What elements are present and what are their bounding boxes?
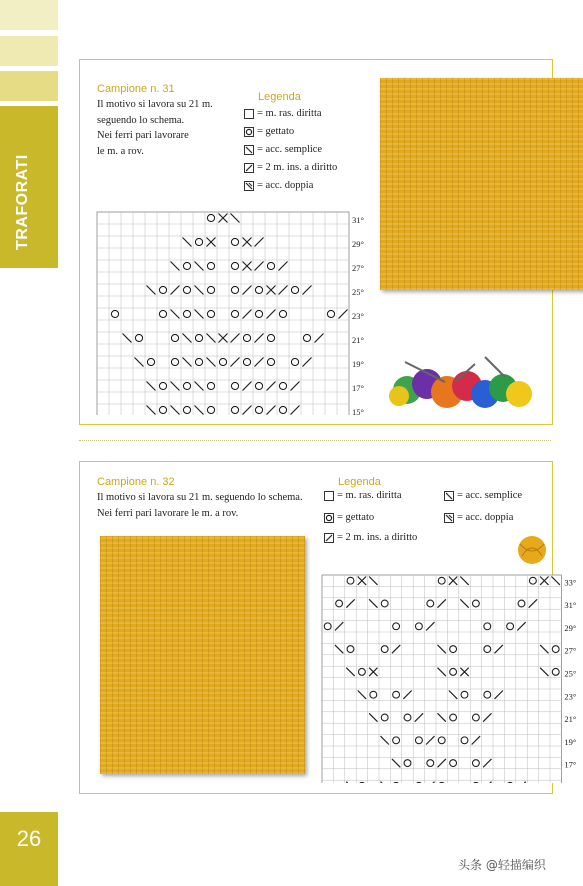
description-line: Il motivo si lavora su 21 m. seguendo lo schema. (97, 492, 303, 503)
row-label: 33° (564, 577, 577, 588)
row-label: 27° (564, 645, 577, 656)
chart-grid (97, 212, 349, 415)
legend-label: = 2 m. ins. a diritto (257, 162, 338, 173)
row-label: 23° (352, 310, 364, 321)
dbl-symbol-icon (244, 181, 254, 191)
sidebar-stripe (0, 0, 58, 30)
section-divider (79, 440, 551, 441)
legend-label: = gettato (337, 512, 375, 523)
sample-31-legend-title: Legenda (258, 91, 301, 103)
legend-item (244, 126, 294, 137)
legend-item (244, 144, 322, 155)
yarn-ball-illustration (512, 530, 552, 566)
chart-grid (322, 575, 561, 783)
legend-item (244, 162, 337, 173)
sample-32-legend-title: Legenda (338, 476, 381, 488)
description-line: Nei ferri pari lavorare le m. a rov. (97, 507, 239, 519)
legend-label: = acc. semplice (457, 490, 523, 501)
legend-item (324, 490, 402, 501)
dbl-symbol-icon (444, 513, 454, 523)
description-line: le m. a rov. (97, 145, 144, 157)
legend-label: = 2 m. ins. a diritto (337, 532, 418, 543)
sample-31-chart (95, 210, 380, 415)
row-label: 29° (564, 622, 577, 633)
sidebar-stripe (0, 71, 58, 101)
sample-32-photo (100, 536, 305, 774)
sample-32-title: Campione n. 32 (97, 476, 175, 488)
legend-item (444, 490, 522, 501)
k2tog-symbol-icon (244, 163, 254, 173)
legend-label: = m. ras. diritta (257, 108, 322, 119)
row-label: 19° (352, 358, 364, 369)
legend-item (244, 108, 322, 119)
row-label: 15° (352, 406, 364, 415)
sample-31-title: Campione n. 31 (97, 83, 175, 95)
ssk-symbol-icon (444, 491, 454, 501)
row-label: 27° (352, 262, 364, 273)
legend-item (244, 180, 313, 191)
row-label: 19° (564, 736, 577, 747)
page-number: 26 (16, 826, 42, 851)
section-label: TRAFORATI (14, 154, 31, 250)
yo-symbol-icon (244, 127, 254, 137)
row-label: 25° (352, 286, 364, 297)
row-label: 29° (352, 238, 364, 249)
sidebar-stripe (0, 36, 58, 66)
legend-item (324, 532, 417, 543)
sample-32-description (97, 490, 303, 521)
legend-label: = gettato (257, 126, 295, 137)
row-label: 21° (564, 714, 577, 725)
description-line: Nei ferri pari lavorare (97, 130, 189, 141)
row-label: 17° (352, 382, 364, 393)
legend-label: = m. ras. diritta (337, 490, 402, 501)
legend-label: = acc. doppia (257, 180, 314, 191)
row-label: 17° (564, 759, 577, 770)
description-line: seguendo lo schema. (97, 114, 185, 126)
sample-31-photo (380, 78, 583, 290)
row-label: 21° (352, 334, 364, 345)
sample-32-chart (320, 573, 580, 783)
row-label: 31° (564, 600, 577, 611)
row-label: 23° (564, 691, 577, 702)
legend-label: = acc. semplice (257, 144, 323, 155)
sidebar (0, 0, 58, 886)
ssk-symbol-icon (244, 145, 254, 155)
legend-item (324, 512, 374, 523)
watermark: 头条 @轻描编织 (458, 858, 546, 872)
legend-label: = acc. doppia (457, 512, 514, 523)
blank-symbol-icon (324, 491, 334, 501)
blank-symbol-icon (244, 109, 254, 119)
yo-symbol-icon (324, 513, 334, 523)
description-line: Il motivo si lavora su 21 m. (97, 99, 213, 110)
legend-item (444, 512, 513, 523)
k2tog-symbol-icon (324, 533, 334, 543)
yarn-balls-illustration (385, 352, 540, 412)
row-label (564, 782, 576, 783)
sample-31-description (97, 97, 213, 159)
row-label: 31° (352, 214, 364, 225)
row-label: 25° (564, 668, 577, 679)
